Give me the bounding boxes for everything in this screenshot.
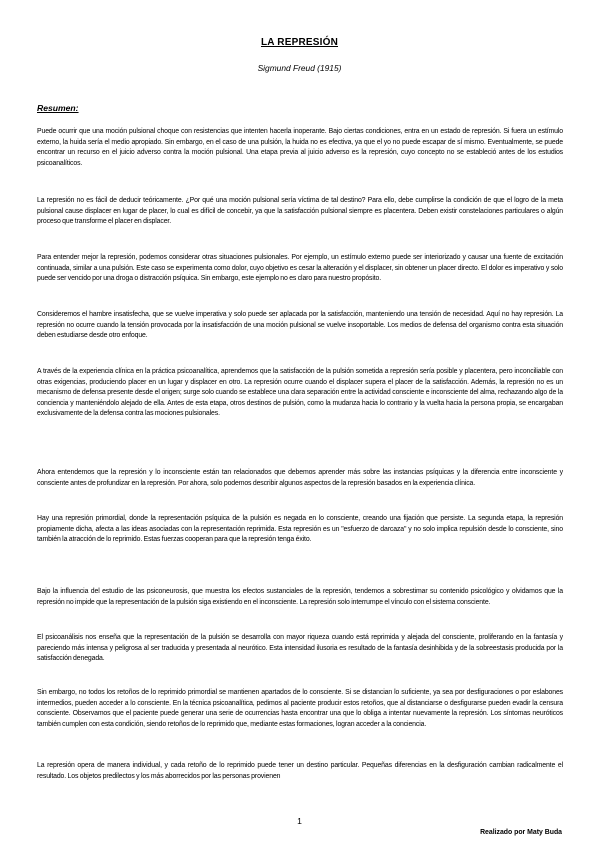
- paragraph-8: Bajo la influencia del estudio de las psiconeurosis, que muestra los efectos sustanciales de la represión, tendemos a sobrestimar su contenido psicológico y olvidamos que la represión no impide que la representación de la pulsión siga existiendo en el inconsciente. La represión solo interrumpe el vínculo con el sistema consciente.: [37, 588, 563, 606]
- paragraph-5: A través de la experiencia clínica en la práctica psicoanalítica, aprendemos que la satisfacción de la pulsión sometida a represión sería posible y placentera, pero inconciliable con otras exigencias, produciendo placer en un lugar y displacer en otro. La represión ocurre cuando el displacer supera el placer de la satisfacción. Además, la represión no es un mecanismo de defensa presente desde el origen; surge solo cuando se establece una clara separación entre la actividad consciente e inconsciente del alma, rechazando algo de la conciencia y manteniéndolo alejado de ella. Antes de esta etapa, otros destinos de pulsión, como la mudanza hacia lo contrario y la vuelta hacia la persona propia, se encargaban exclusivamente de la defensa contra las mociones pulsionales.: [37, 368, 563, 417]
- paragraph-2: La represión no es fácil de deducir teóricamente. ¿Por qué una moción pulsional sería víctima de tal destino? Para ello, debe cumplirse la condición de que el logro de la meta pulsional cause displacer en lugar de placer, lo cual es difícil de concebir, ya que la satisfacción pulsional siempre es placentera. Deben existir constelaciones particulares o algún proceso que transforme el placer en displacer.: [37, 197, 563, 225]
- paragraph-10: Sin embargo, no todos los retoños de lo reprimido primordial se mantienen apartados de lo consciente. Si se distancian lo suficiente, ya sea por desfiguraciones o por eslabones intermedios, pueden acceder a lo consciente. En la técnica psicoanalítica, pedimos al paciente producir estos retoños, que al distanciarse o desfigurarse pueden evadir la censura consciente. Observamos que el paciente puede generar una serie de ocurrencias hasta encontrar una que lo obliga a intentar nuevamente la represión. Los síntomas neuróticos también cumplen con esta condición, siendo retoños de lo reprimido que, mediante estas formaciones, logran acceder a la conciencia.: [37, 689, 563, 728]
- summary-heading: Resumen:: [37, 103, 79, 113]
- paragraph-6: Ahora entendemos que la represión y lo inconsciente están tan relacionados que debemos aprender más sobre las instancias psíquicas y la diferencia entre inconsciente y consciente antes de profundizar en la represión. Por ahora, solo podemos describir algunos aspectos de la represión basados en la experiencia clínica.: [37, 469, 563, 487]
- paragraph-7: Hay una represión primordial, donde la representación psíquica de la pulsión es negada en lo consciente, creando una fijación que persiste. La segunda etapa, la represión propiamente dicha, afecta a las ideas asociadas con la representación reprimida. Esta represión es un "esfuerzo de darcaza" y no solo implica repulsión desde lo consciente, sino también la atracción de lo reprimido. Estas fuerzas cooperan para que la represión tenga éxito.: [37, 515, 563, 543]
- page-number: 1: [297, 816, 302, 826]
- paragraph-4: Consideremos el hambre insatisfecha, que se vuelve imperativa y solo puede ser aplacada por la satisfacción, manteniendo una tensión de necesidad. Aquí no hay represión. La represión no ocurre cuando la tensión provocada por la insatisfacción de una moción pulsional se vuelve insoportable. Los medios de defensa del organismo contra esta situación deben estudiarse desde otro enfoque.: [37, 311, 563, 339]
- footer-credit: Realizado por Maty Buda: [480, 829, 562, 836]
- paragraph-9: El psicoanálisis nos enseña que la representación de la pulsión se desarrolla con mayor riqueza cuando está reprimida y alejada del consciente, proliferando en la fantasía y pareciendo más intensa y peligrosa al ser traducida y presentada al neurótico. Esta intensidad ilusoria es resultado de la fantasía desinhibida y de la sobreestasis producida por la satisfacción denegada.: [37, 634, 563, 662]
- paragraph-1: Puede ocurrir que una moción pulsional choque con resistencias que intenten hacerla inoperante. Bajo ciertas condiciones, entra en un estado de represión. Si fuera un estímulo externo, la huida sería el medio apropiado. Sin embargo, en el caso de una pulsión, la huida no es efectiva, ya que el yo no puede escapar de sí mismo. Eventualmente, se puede encontrar un recurso en el juicio adverso contra la moción pulsional. Una etapa previa al juicio adverso es la represión, cuyo concepto no se estableció antes de los estudios psicoanalíticos.: [37, 128, 563, 167]
- document-author: Sigmund Freud (1915): [257, 63, 342, 73]
- document-title: LA REPRESIÓN: [260, 37, 339, 48]
- paragraph-11: La represión opera de manera individual, y cada retoño de lo reprimido puede tener un destino particular. Pequeñas diferencias en la desfiguración cambian radicalmente el resultado. Los objetos predilectos y los más aborrecidos por las personas provienen: [37, 762, 563, 780]
- paragraph-3: Para entender mejor la represión, podemos considerar otras situaciones pulsionales. Por ejemplo, un estímulo externo puede ser interiorizado y causar una fuente de excitación continuada, similar a una pulsión. Este caso se experimenta como dolor, cuyo objetivo es cesar la alteración y el displacer, sin obtener un placer directo. El dolor es imperativo y solo puede ser vencido por una droga o distracción psíquica. Sin embargo, este ejemplo no es claro para nuestro propósito.: [37, 254, 563, 282]
